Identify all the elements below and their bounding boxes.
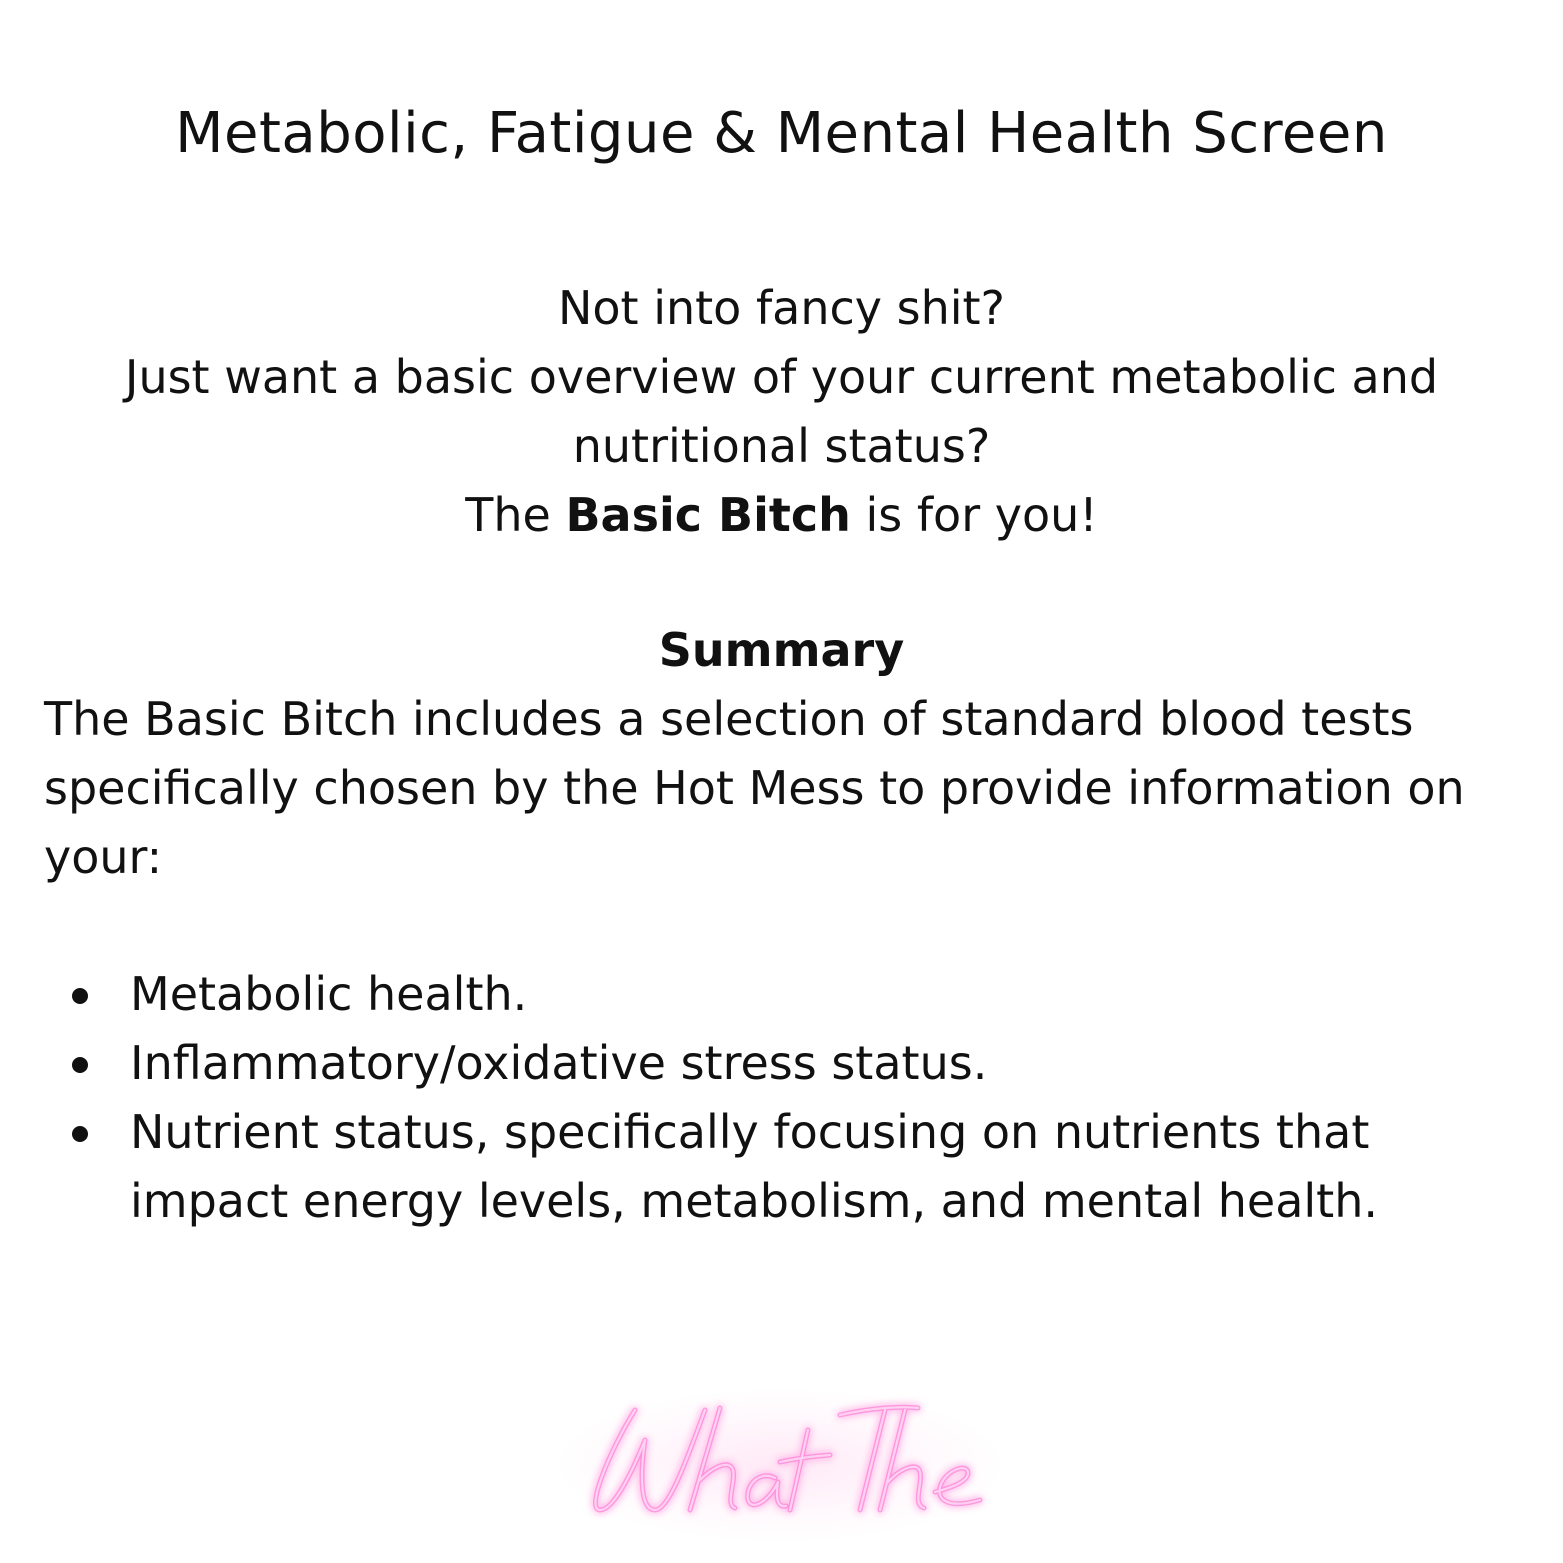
list-item-text: Nutrient status, specifically focusing on nutrients that impact energy levels, metabolism, and mental health. bbox=[130, 1105, 1378, 1228]
summary-body: The Basic Bitch includes a selection of standard blood tests specifically chosen by the Hot Mess to provide information on your: bbox=[44, 692, 1465, 884]
logo-script-icon bbox=[540, 1370, 1020, 1550]
list-item bbox=[44, 1098, 1504, 1236]
summary-heading: Summary bbox=[658, 623, 905, 677]
bullet-icon bbox=[72, 1057, 88, 1073]
intro-block bbox=[40, 274, 1523, 550]
bullet-icon bbox=[72, 1126, 88, 1142]
list-item-text: Metabolic health. bbox=[130, 967, 528, 1021]
intro-line-3-suffix: is for you! bbox=[850, 488, 1098, 542]
list-item bbox=[44, 1029, 1504, 1098]
bullet-icon bbox=[72, 988, 88, 1004]
summary-list bbox=[44, 960, 1504, 1236]
intro-line-3-prefix: The bbox=[465, 488, 566, 542]
intro-line-3 bbox=[40, 481, 1523, 550]
intro-line-1: Not into fancy shit? bbox=[558, 281, 1005, 335]
list-item bbox=[44, 960, 1504, 1029]
product-name: Basic Bitch bbox=[565, 488, 851, 542]
neon-script-logo-icon bbox=[540, 1370, 1020, 1550]
list-item-text: Inflammatory/oxidative stress status. bbox=[130, 1036, 988, 1090]
intro-line-2: Just want a basic overview of your current metabolic and nutritional status? bbox=[124, 350, 1439, 473]
page-title: Metabolic, Fatigue & Mental Health Screen bbox=[175, 100, 1388, 166]
